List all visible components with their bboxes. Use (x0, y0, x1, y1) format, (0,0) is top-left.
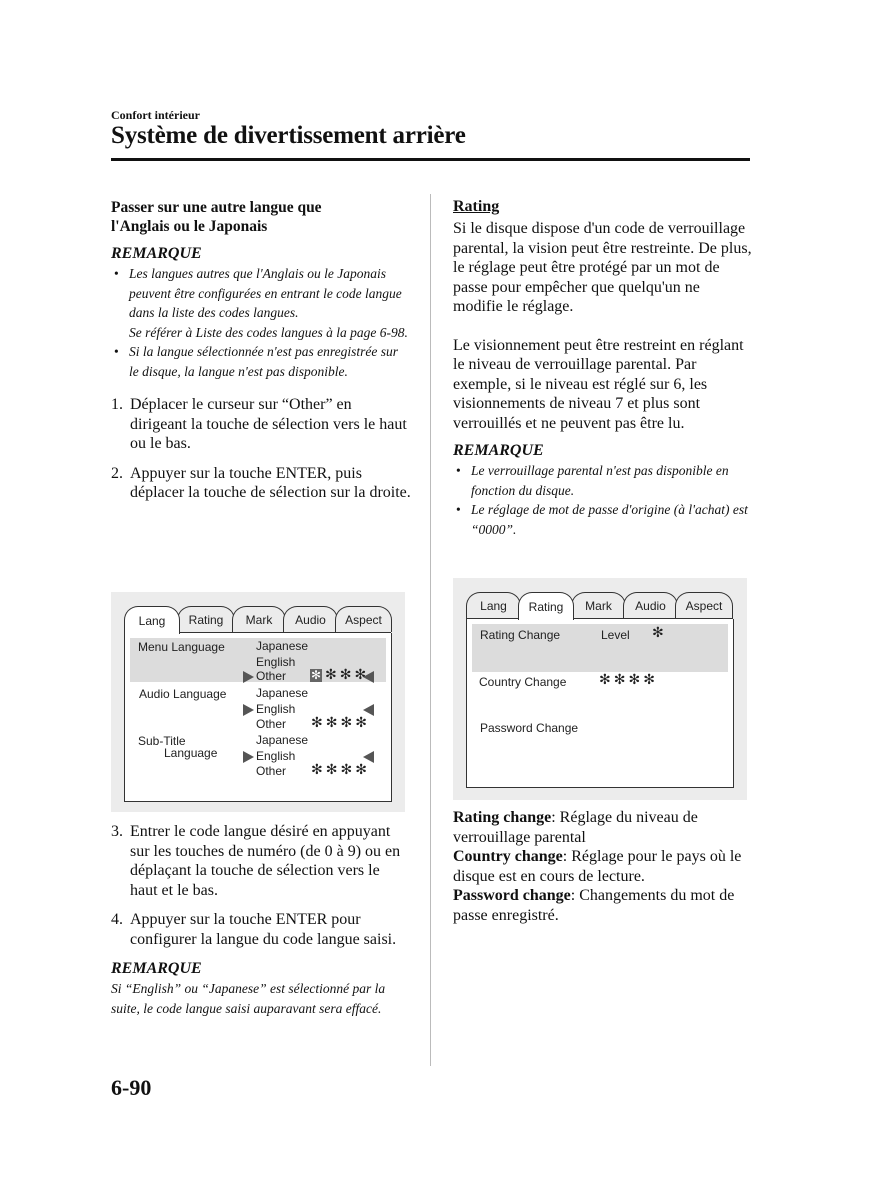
option-other[interactable]: Other (256, 717, 287, 731)
rating-change-label[interactable]: Rating Change (480, 628, 561, 642)
left-column (111, 198, 411, 513)
note-item (453, 461, 753, 500)
note-list (453, 461, 753, 539)
heading-line-1: Passer sur une autre langue que (111, 199, 322, 216)
remarque-label: REMARQUE (111, 245, 202, 262)
note-text: Le verrouillage parental n'est pas disponible en fonction du disque. (471, 463, 729, 498)
tab-bar (124, 606, 389, 634)
selection-arrow-right-icon (243, 671, 254, 683)
level-label: Level (601, 628, 630, 642)
option-japanese[interactable]: Japanese (256, 686, 309, 700)
remarque-label: REMARQUE (453, 442, 544, 459)
cross-reference: Se référer à Liste des codes langues à la page 6-98. (129, 324, 408, 340)
definition-item (453, 808, 753, 847)
bullet-icon: • (456, 463, 461, 478)
option-japanese[interactable]: Japanese (256, 639, 309, 653)
tab-lang[interactable]: Lang (124, 606, 180, 634)
step-text: Appuyer sur la touche ENTER pour configurer la langue du code langue saisi. (130, 911, 397, 948)
note-list (111, 264, 411, 381)
option-english[interactable]: English (256, 655, 296, 669)
definition-term: Rating change (453, 809, 552, 826)
option-other[interactable]: Other (256, 669, 287, 683)
option-other[interactable]: Other (256, 764, 287, 778)
tab-bar (466, 592, 730, 620)
selection-arrow-right-icon (243, 751, 254, 763)
page-title: Système de divertissement arrière (111, 122, 466, 149)
tab-rating[interactable]: Rating (518, 592, 574, 620)
subsection-heading (111, 198, 411, 236)
note-text: Les langues autres que l'Anglais ou le Japonais peuvent être configurées en entrant le code langue dans la liste des codes langues. (129, 266, 402, 320)
section-label: Confort intérieur (111, 108, 200, 122)
step-number: 4. (111, 911, 123, 928)
definition-desc: : Changements du mot de passe enregistré. (453, 887, 735, 924)
note-text: Si “English” ou “Japanese” est sélectionné par la suite, le code langue saisi auparavant sera effacé. (111, 981, 386, 1016)
step-text: Entrer le code langue désiré en appuyant sur les touches de numéro (de 0 à 9) ou en déplaçant la touche de sélection vers le haut et le bas. (130, 823, 401, 899)
bullet-icon: • (114, 266, 119, 281)
tab-mark[interactable]: Mark (571, 592, 626, 618)
rating-screen (466, 619, 734, 788)
heading-line-2: l'Anglais ou le Japonais (111, 218, 268, 235)
step-item (111, 464, 411, 503)
paragraph: Le visionnement peut être restreint en réglant le niveau de verrouillage parental. Par exemple, si le niveau est réglé sur 6, les visionnements de niveau 7 et plus sont verrouillés et ne peuvent pas être lu. (453, 336, 744, 432)
step-item (111, 395, 411, 454)
step-item (111, 910, 411, 949)
definition-desc: : Réglage du niveau de verrouillage parental (453, 809, 698, 846)
definition-item (453, 847, 753, 886)
selection-arrow-right-icon (243, 704, 254, 716)
country-change-label[interactable]: Country Change (479, 675, 567, 689)
note-item (111, 264, 411, 342)
step-number: 1. (111, 396, 123, 413)
note-text: Le réglage de mot de passe d'origine (à l'achat) est “0000”. (471, 502, 748, 537)
language-code-value: ✻✻✻✻ (311, 762, 370, 778)
tab-rating[interactable]: Rating (177, 606, 235, 632)
bullet-icon: • (456, 502, 461, 517)
cursor-icon: ✻ (310, 668, 322, 682)
remarque-label: REMARQUE (111, 960, 202, 977)
password-change-label[interactable]: Password Change (480, 721, 579, 735)
rating-heading: Rating (453, 198, 500, 215)
step-number: 2. (111, 464, 123, 482)
note-item (453, 500, 753, 539)
step-text: Déplacer le curseur sur “Other” en dirigeant la touche de sélection vers le haut ou le bas. (130, 396, 407, 452)
audio-language-label: Audio Language (139, 687, 227, 701)
step-item (111, 822, 411, 900)
subtitle-label-line2: Language (164, 746, 218, 760)
title-rule (111, 158, 750, 161)
tab-aspect[interactable]: Aspect (335, 606, 392, 632)
subtitle-label-line1: Sub-Title (138, 734, 186, 748)
menu-language-label: Menu Language (138, 640, 225, 654)
tab-mark[interactable]: Mark (232, 606, 286, 632)
column-divider (430, 194, 431, 1066)
tab-audio[interactable]: Audio (623, 592, 678, 618)
level-value: ✻ (652, 625, 667, 641)
definition-item (453, 886, 753, 925)
left-column-continued (111, 822, 411, 1018)
language-code-input[interactable]: ✻ ✻✻✻ (310, 667, 370, 683)
definitions (453, 808, 753, 925)
step-text: Appuyer sur la touche ENTER, puis déplacer la touche de sélection sur la droite. (130, 464, 411, 501)
tab-aspect[interactable]: Aspect (675, 592, 733, 618)
note-text: Si la langue sélectionnée n'est pas enregistrée sur le disque, la langue n'est pas disponible. (129, 344, 398, 379)
note-item (111, 342, 411, 381)
steps-list (111, 395, 411, 503)
step-number: 3. (111, 823, 123, 840)
bullet-icon: • (114, 344, 119, 359)
tab-audio[interactable]: Audio (283, 606, 338, 632)
option-english[interactable]: English (256, 749, 296, 763)
country-code-value: ✻✻✻✻ (599, 672, 658, 688)
steps-list (111, 822, 411, 949)
right-column (453, 198, 753, 539)
definition-term: Password change (453, 887, 571, 904)
option-japanese[interactable]: Japanese (256, 733, 309, 747)
lang-screen-figure (111, 592, 405, 812)
language-code-value: ✻✻✻✻ (311, 715, 370, 731)
page-number: 6-90 (111, 1075, 152, 1100)
tab-lang[interactable]: Lang (466, 592, 521, 618)
definition-term: Country change (453, 848, 563, 865)
rating-screen-figure (453, 578, 747, 800)
option-english[interactable]: English (256, 702, 296, 716)
selection-arrow-left-icon (363, 671, 374, 683)
definition-desc: : Réglage pour le pays où le disque est en cours de lecture. (453, 848, 742, 885)
paragraph: Si le disque dispose d'un code de verrouillage parental, la vision peut être restreinte. De plus, le réglage peut être protégé par un mot de passe pour empêcher que quelqu'un ne modifie le réglage. (453, 220, 752, 315)
lang-screen (124, 633, 392, 802)
